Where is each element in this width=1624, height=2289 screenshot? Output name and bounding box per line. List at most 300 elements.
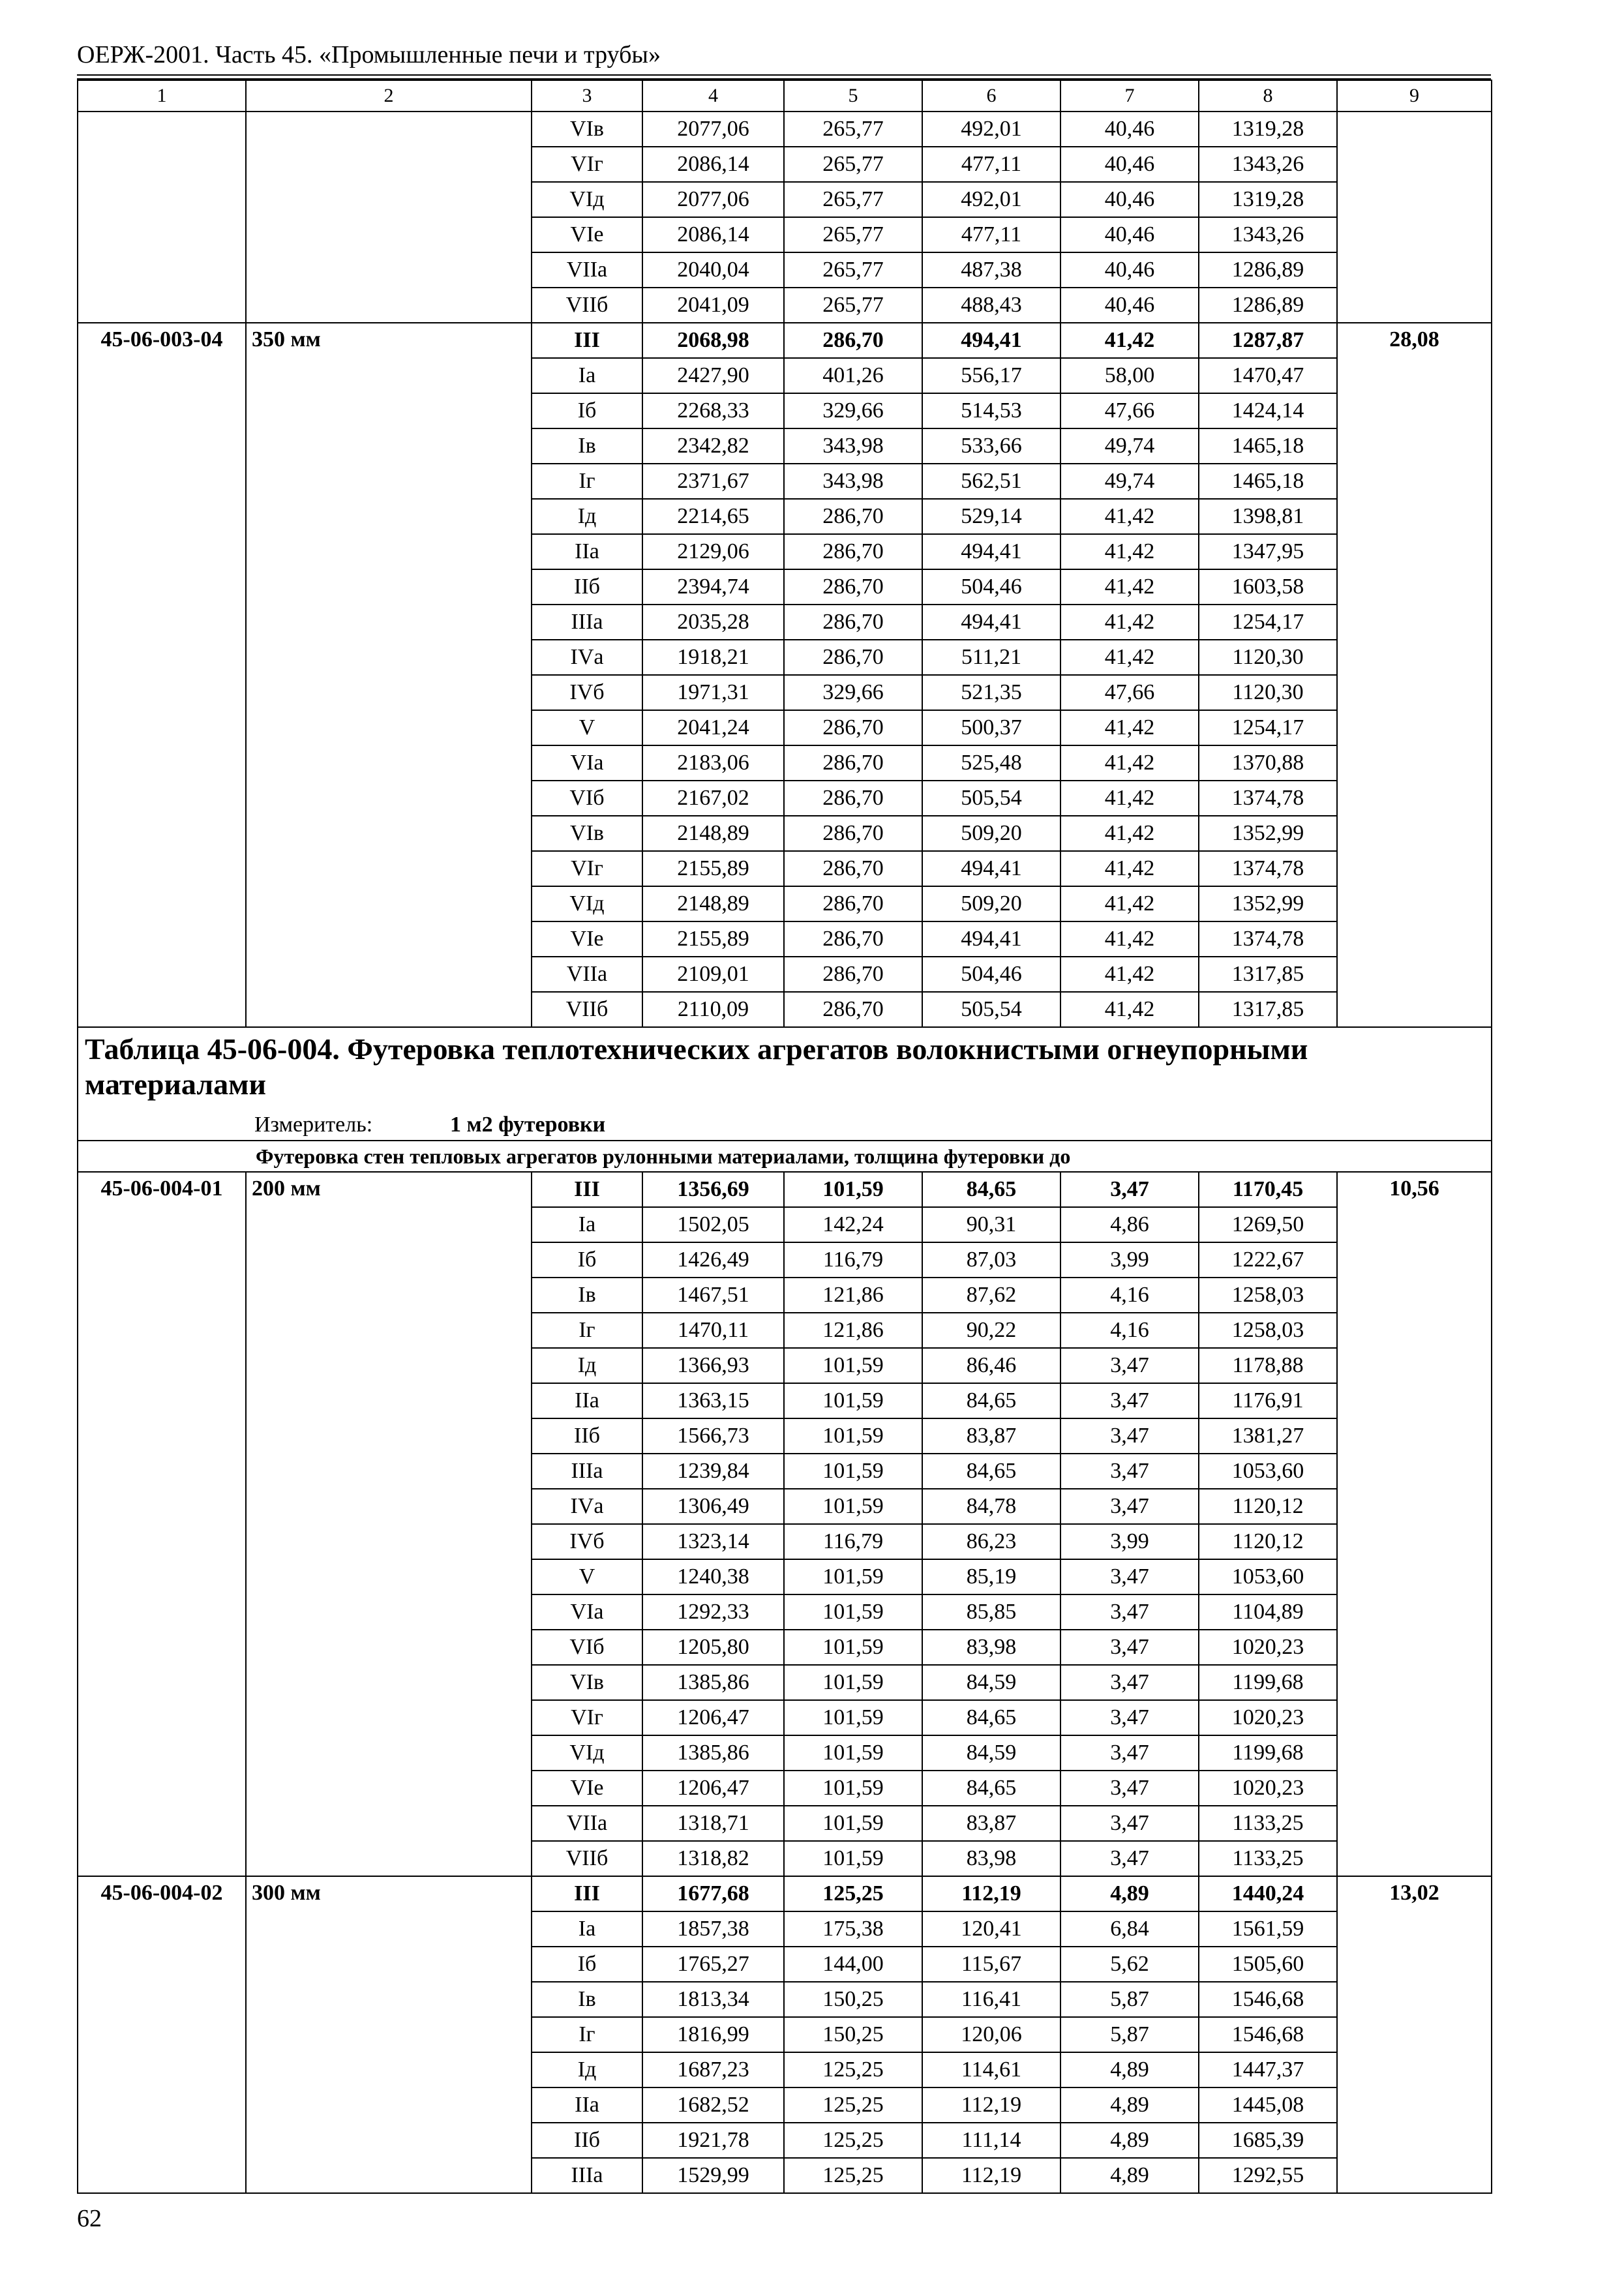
measure-value: 1 м2 футеровки: [450, 1113, 606, 1137]
header-rule: [77, 74, 1491, 76]
value-cell: 286,70: [784, 781, 922, 816]
zone-cell: IIIа: [532, 605, 642, 640]
zone-cell: VIа: [532, 1594, 642, 1630]
value-cell: 2394,74: [642, 569, 784, 605]
value-cell: 101,59: [784, 1454, 922, 1489]
price-table: [77, 80, 1492, 2194]
value-cell: 1561,59: [1199, 1911, 1337, 1947]
section-title-row: [78, 1141, 1492, 1172]
value-cell: 3,47: [1060, 1172, 1199, 1207]
zone-cell: VIв: [532, 816, 642, 851]
value-cell: 49,74: [1060, 464, 1199, 499]
zone-cell: VIг: [532, 147, 642, 182]
value-cell: 1176,91: [1199, 1383, 1337, 1418]
value-cell: 265,77: [784, 182, 922, 217]
zone-cell: Iд: [532, 1348, 642, 1383]
value-cell: 41,42: [1060, 499, 1199, 534]
value-cell: 1505,60: [1199, 1947, 1337, 1982]
value-cell: 286,70: [784, 745, 922, 781]
value-cell: 41,42: [1060, 781, 1199, 816]
value-cell: 500,37: [922, 710, 1060, 745]
value-cell: 101,59: [784, 1665, 922, 1700]
value-cell: 1020,23: [1199, 1700, 1337, 1735]
value-cell: 504,46: [922, 569, 1060, 605]
value-cell: 40,46: [1060, 288, 1199, 323]
value-cell: 1566,73: [642, 1418, 784, 1454]
running-header: ОЕРЖ-2001. Часть 45. «Промышленные печи и трубы»: [77, 41, 661, 68]
value-cell: 1603,58: [1199, 569, 1337, 605]
value-cell: 3,99: [1060, 1242, 1199, 1278]
zone-cell: VIе: [532, 921, 642, 957]
value-cell: 1426,49: [642, 1242, 784, 1278]
value-cell: 3,47: [1060, 1665, 1199, 1700]
value-cell: 1178,88: [1199, 1348, 1337, 1383]
zone-cell: VIг: [532, 851, 642, 886]
value-cell: 116,79: [784, 1242, 922, 1278]
value-cell: 144,00: [784, 1947, 922, 1982]
zone-cell: Iг: [532, 1313, 642, 1348]
value-cell: 2077,06: [642, 182, 784, 217]
value-cell: 286,70: [784, 886, 922, 921]
value-cell: 3,47: [1060, 1559, 1199, 1594]
value-cell: 101,59: [784, 1700, 922, 1735]
value-cell: 1343,26: [1199, 147, 1337, 182]
value-cell: 58,00: [1060, 358, 1199, 393]
value-cell: 286,70: [784, 710, 922, 745]
zone-cell: III: [532, 1876, 642, 1911]
value-cell: 40,46: [1060, 252, 1199, 288]
zone-cell: VIв: [532, 112, 642, 147]
table-row: [78, 323, 1492, 358]
zone-cell: VIб: [532, 1630, 642, 1665]
value-cell: 1020,23: [1199, 1771, 1337, 1806]
value-cell: 150,25: [784, 2017, 922, 2052]
value-cell: 494,41: [922, 605, 1060, 640]
zone-cell: VIб: [532, 781, 642, 816]
column-number-cell: 3: [532, 80, 642, 112]
value-cell: 2041,09: [642, 288, 784, 323]
value-cell: 1120,30: [1199, 675, 1337, 710]
value-cell: 286,70: [784, 992, 922, 1027]
value-cell: 1317,85: [1199, 957, 1337, 992]
value-cell: 1529,99: [642, 2158, 784, 2193]
value-cell: 477,11: [922, 147, 1060, 182]
value-cell: 1240,38: [642, 1559, 784, 1594]
value-cell: 41,42: [1060, 640, 1199, 675]
value-cell: 83,98: [922, 1630, 1060, 1665]
value-cell: 509,20: [922, 816, 1060, 851]
measure-line: [85, 1102, 1484, 1137]
value-cell: 2041,24: [642, 710, 784, 745]
value-cell: 1347,95: [1199, 534, 1337, 569]
value-cell: 1352,99: [1199, 816, 1337, 851]
value-cell: 90,22: [922, 1313, 1060, 1348]
zone-cell: VIIб: [532, 288, 642, 323]
value-cell: 1363,15: [642, 1383, 784, 1418]
value-cell: 101,59: [784, 1806, 922, 1841]
value-cell: 1677,68: [642, 1876, 784, 1911]
value-cell: 343,98: [784, 464, 922, 499]
value-cell: 509,20: [922, 886, 1060, 921]
value-cell: 494,41: [922, 323, 1060, 358]
value-cell: 1470,47: [1199, 358, 1337, 393]
table-row: [78, 1172, 1492, 1207]
value-cell: 1546,68: [1199, 2017, 1337, 2052]
value-cell: 101,59: [784, 1594, 922, 1630]
value-cell: 286,70: [784, 499, 922, 534]
value-cell: 2155,89: [642, 851, 784, 886]
zone-cell: Iг: [532, 464, 642, 499]
value-cell: 121,86: [784, 1313, 922, 1348]
zone-cell: Iв: [532, 1278, 642, 1313]
zone-cell: Iб: [532, 1947, 642, 1982]
value-cell: 125,25: [784, 2052, 922, 2087]
value-cell: 1343,26: [1199, 217, 1337, 252]
zone-cell: IVб: [532, 1524, 642, 1559]
zone-cell: III: [532, 323, 642, 358]
value-cell: 41,42: [1060, 851, 1199, 886]
value-cell: 3,47: [1060, 1841, 1199, 1876]
value-cell: 101,59: [784, 1735, 922, 1771]
value-cell: 1222,67: [1199, 1242, 1337, 1278]
value-cell: 1467,51: [642, 1278, 784, 1313]
value-cell: 112,19: [922, 2087, 1060, 2123]
value-cell: 2110,09: [642, 992, 784, 1027]
value-cell: 116,79: [784, 1524, 922, 1559]
value-cell: 2268,33: [642, 393, 784, 428]
value-cell: 1546,68: [1199, 1982, 1337, 2017]
zone-cell: VIд: [532, 886, 642, 921]
value-cell: 83,98: [922, 1841, 1060, 1876]
zone-cell: Iд: [532, 499, 642, 534]
value-cell: 286,70: [784, 957, 922, 992]
value-cell: 121,86: [784, 1278, 922, 1313]
value-cell: 286,70: [784, 640, 922, 675]
value-cell: 142,24: [784, 1207, 922, 1242]
value-cell: 1398,81: [1199, 499, 1337, 534]
value-cell: 1356,69: [642, 1172, 784, 1207]
column-number-cell: 9: [1337, 80, 1492, 112]
zone-cell: Iв: [532, 1982, 642, 2017]
value-cell: 1170,45: [1199, 1172, 1337, 1207]
value-cell: 533,66: [922, 428, 1060, 464]
value-cell: 401,26: [784, 358, 922, 393]
value-cell: 2427,90: [642, 358, 784, 393]
value-cell: 1424,14: [1199, 393, 1337, 428]
zone-cell: Iд: [532, 2052, 642, 2087]
value-cell: 5,87: [1060, 1982, 1199, 2017]
column-number-cell: 7: [1060, 80, 1199, 112]
value-cell: 492,01: [922, 112, 1060, 147]
value-cell: 1317,85: [1199, 992, 1337, 1027]
value-cell: 85,19: [922, 1559, 1060, 1594]
value-cell: 494,41: [922, 534, 1060, 569]
value-cell: 1685,39: [1199, 2123, 1337, 2158]
zone-cell: Iг: [532, 2017, 642, 2052]
value-cell: 84,59: [922, 1735, 1060, 1771]
description-cell: 350 мм: [246, 323, 532, 1027]
page-number: 62: [77, 2205, 102, 2232]
value-cell: 84,59: [922, 1665, 1060, 1700]
value-cell: 494,41: [922, 921, 1060, 957]
zone-cell: VIд: [532, 1735, 642, 1771]
description-cell: [246, 112, 532, 323]
table-row: [78, 112, 1492, 147]
value-cell: 125,25: [784, 2087, 922, 2123]
value-cell: 1205,80: [642, 1630, 784, 1665]
value-cell: 2086,14: [642, 217, 784, 252]
zone-cell: VIIа: [532, 252, 642, 288]
value-cell: 4,16: [1060, 1278, 1199, 1313]
column-number-row: [78, 80, 1492, 112]
value-cell: 86,46: [922, 1348, 1060, 1383]
value-cell: 562,51: [922, 464, 1060, 499]
zone-cell: IIа: [532, 2087, 642, 2123]
value-cell: 1465,18: [1199, 428, 1337, 464]
value-cell: 1921,78: [642, 2123, 784, 2158]
column-number-cell: 1: [78, 80, 246, 112]
value-cell: 41,42: [1060, 921, 1199, 957]
value-cell: 2086,14: [642, 147, 784, 182]
value-cell: 1374,78: [1199, 781, 1337, 816]
value-cell: 2155,89: [642, 921, 784, 957]
value-cell: 1318,82: [642, 1841, 784, 1876]
value-cell: 4,89: [1060, 2087, 1199, 2123]
rate-code-cell: 45-06-003-04: [78, 323, 246, 1027]
value-cell: 83,87: [922, 1806, 1060, 1841]
value-cell: 286,70: [784, 851, 922, 886]
value-cell: 4,89: [1060, 2123, 1199, 2158]
value-cell: 2068,98: [642, 323, 784, 358]
table-row: [78, 1876, 1492, 1911]
value-cell: 41,42: [1060, 886, 1199, 921]
value-cell: 1813,34: [642, 1982, 784, 2017]
value-cell: 329,66: [784, 393, 922, 428]
value-cell: 101,59: [784, 1489, 922, 1524]
value-cell: 2077,06: [642, 112, 784, 147]
zone-cell: III: [532, 1172, 642, 1207]
value-cell: 1857,38: [642, 1911, 784, 1947]
value-cell: 488,43: [922, 288, 1060, 323]
zone-cell: Iа: [532, 1207, 642, 1242]
value-cell: 101,59: [784, 1172, 922, 1207]
value-cell: 286,70: [784, 323, 922, 358]
value-cell: 41,42: [1060, 323, 1199, 358]
zone-cell: IIб: [532, 2123, 642, 2158]
value-cell: 85,85: [922, 1594, 1060, 1630]
zone-cell: VIIа: [532, 1806, 642, 1841]
value-cell: 1199,68: [1199, 1735, 1337, 1771]
value-cell: 2148,89: [642, 816, 784, 851]
zone-cell: VIв: [532, 1665, 642, 1700]
value-cell: 265,77: [784, 112, 922, 147]
value-cell: 1366,93: [642, 1348, 784, 1383]
value-cell: 41,42: [1060, 534, 1199, 569]
value-cell: 1206,47: [642, 1700, 784, 1735]
value-cell: 3,99: [1060, 1524, 1199, 1559]
zone-cell: IIIа: [532, 2158, 642, 2193]
zone-cell: VIIб: [532, 992, 642, 1027]
section-title: Футеровка стен тепловых агрегатов рулонными материалами, толщина футеровки до: [78, 1141, 1492, 1172]
table-body: [78, 80, 1492, 2193]
value-cell: 101,59: [784, 1348, 922, 1383]
value-cell: 5,62: [1060, 1947, 1199, 1982]
value-cell: 116,41: [922, 1982, 1060, 2017]
value-cell: 40,46: [1060, 217, 1199, 252]
zone-cell: VIа: [532, 745, 642, 781]
value-cell: 1319,28: [1199, 182, 1337, 217]
value-cell: 286,70: [784, 921, 922, 957]
value-cell: 1440,24: [1199, 1876, 1337, 1911]
value-cell: 101,59: [784, 1418, 922, 1454]
value-cell: 101,59: [784, 1630, 922, 1665]
table-title: Таблица 45-06-004. Футеровка теплотехнических агрегатов волокнистыми огнеупорными материалами: [85, 1032, 1308, 1101]
value-cell: 40,46: [1060, 112, 1199, 147]
value-cell: 265,77: [784, 147, 922, 182]
value-cell: 87,03: [922, 1242, 1060, 1278]
value-cell: 1682,52: [642, 2087, 784, 2123]
labor-cell: 28,08: [1337, 323, 1492, 1027]
value-cell: 3,47: [1060, 1489, 1199, 1524]
value-cell: 3,47: [1060, 1594, 1199, 1630]
value-cell: 1254,17: [1199, 710, 1337, 745]
value-cell: 329,66: [784, 675, 922, 710]
value-cell: 101,59: [784, 1383, 922, 1418]
value-cell: 521,35: [922, 675, 1060, 710]
value-cell: 505,54: [922, 781, 1060, 816]
zone-cell: IVа: [532, 640, 642, 675]
value-cell: 265,77: [784, 288, 922, 323]
description-cell: 300 мм: [246, 1876, 532, 2193]
value-cell: 1502,05: [642, 1207, 784, 1242]
value-cell: 477,11: [922, 217, 1060, 252]
value-cell: 343,98: [784, 428, 922, 464]
zone-cell: V: [532, 1559, 642, 1594]
value-cell: 2129,06: [642, 534, 784, 569]
value-cell: 1374,78: [1199, 851, 1337, 886]
value-cell: 286,70: [784, 569, 922, 605]
value-cell: 511,21: [922, 640, 1060, 675]
value-cell: 286,70: [784, 534, 922, 569]
value-cell: 1470,11: [642, 1313, 784, 1348]
value-cell: 101,59: [784, 1771, 922, 1806]
value-cell: 3,47: [1060, 1771, 1199, 1806]
zone-cell: Iв: [532, 428, 642, 464]
value-cell: 2167,02: [642, 781, 784, 816]
rate-code-cell: 45-06-004-02: [78, 1876, 246, 2193]
value-cell: 41,42: [1060, 957, 1199, 992]
value-cell: 41,42: [1060, 605, 1199, 640]
zone-cell: VIе: [532, 1771, 642, 1806]
rate-code-cell: 45-06-004-01: [78, 1172, 246, 1876]
value-cell: 47,66: [1060, 675, 1199, 710]
value-cell: 529,14: [922, 499, 1060, 534]
value-cell: 41,42: [1060, 569, 1199, 605]
value-cell: 487,38: [922, 252, 1060, 288]
value-cell: 1816,99: [642, 2017, 784, 2052]
zone-cell: Iа: [532, 1911, 642, 1947]
zone-cell: IIа: [532, 1383, 642, 1418]
value-cell: 41,42: [1060, 745, 1199, 781]
value-cell: 40,46: [1060, 147, 1199, 182]
value-cell: 1053,60: [1199, 1559, 1337, 1594]
value-cell: 1254,17: [1199, 605, 1337, 640]
value-cell: 2109,01: [642, 957, 784, 992]
value-cell: 90,31: [922, 1207, 1060, 1242]
value-cell: 40,46: [1060, 182, 1199, 217]
value-cell: 2214,65: [642, 499, 784, 534]
value-cell: 3,47: [1060, 1418, 1199, 1454]
value-cell: 3,47: [1060, 1383, 1199, 1418]
value-cell: 125,25: [784, 2158, 922, 2193]
value-cell: 84,65: [922, 1383, 1060, 1418]
value-cell: 87,62: [922, 1278, 1060, 1313]
value-cell: 1385,86: [642, 1735, 784, 1771]
value-cell: 120,06: [922, 2017, 1060, 2052]
value-cell: 525,48: [922, 745, 1060, 781]
value-cell: 265,77: [784, 252, 922, 288]
value-cell: 112,19: [922, 2158, 1060, 2193]
zone-cell: IIIа: [532, 1454, 642, 1489]
value-cell: 1465,18: [1199, 464, 1337, 499]
value-cell: 84,65: [922, 1454, 1060, 1489]
zone-cell: Iб: [532, 393, 642, 428]
value-cell: 84,65: [922, 1700, 1060, 1735]
value-cell: 2371,67: [642, 464, 784, 499]
value-cell: 1053,60: [1199, 1454, 1337, 1489]
value-cell: 1319,28: [1199, 112, 1337, 147]
value-cell: 4,89: [1060, 1876, 1199, 1911]
value-cell: 1971,31: [642, 675, 784, 710]
value-cell: 2040,04: [642, 252, 784, 288]
measure-label: Измеритель:: [254, 1113, 373, 1137]
rate-code-cell: [78, 112, 246, 323]
table-title-cell: [78, 1027, 1492, 1141]
table-title-row: [78, 1027, 1492, 1141]
value-cell: 1370,88: [1199, 745, 1337, 781]
value-cell: 41,42: [1060, 816, 1199, 851]
value-cell: 1687,23: [642, 2052, 784, 2087]
zone-cell: IVа: [532, 1489, 642, 1524]
value-cell: 101,59: [784, 1841, 922, 1876]
value-cell: 1292,33: [642, 1594, 784, 1630]
column-number-cell: 5: [784, 80, 922, 112]
value-cell: 2342,82: [642, 428, 784, 464]
value-cell: 492,01: [922, 182, 1060, 217]
value-cell: 1318,71: [642, 1806, 784, 1841]
value-cell: 4,86: [1060, 1207, 1199, 1242]
value-cell: 494,41: [922, 851, 1060, 886]
value-cell: 1206,47: [642, 1771, 784, 1806]
value-cell: 84,78: [922, 1489, 1060, 1524]
value-cell: 1258,03: [1199, 1278, 1337, 1313]
zone-cell: Iа: [532, 358, 642, 393]
value-cell: 115,67: [922, 1947, 1060, 1982]
zone-cell: IIб: [532, 1418, 642, 1454]
value-cell: 505,54: [922, 992, 1060, 1027]
value-cell: 1133,25: [1199, 1806, 1337, 1841]
value-cell: 3,47: [1060, 1454, 1199, 1489]
value-cell: 1104,89: [1199, 1594, 1337, 1630]
value-cell: 49,74: [1060, 428, 1199, 464]
value-cell: 41,42: [1060, 992, 1199, 1027]
value-cell: 47,66: [1060, 393, 1199, 428]
value-cell: 2035,28: [642, 605, 784, 640]
value-cell: 1445,08: [1199, 2087, 1337, 2123]
value-cell: 286,70: [784, 816, 922, 851]
value-cell: 4,16: [1060, 1313, 1199, 1348]
zone-cell: VIIб: [532, 1841, 642, 1876]
